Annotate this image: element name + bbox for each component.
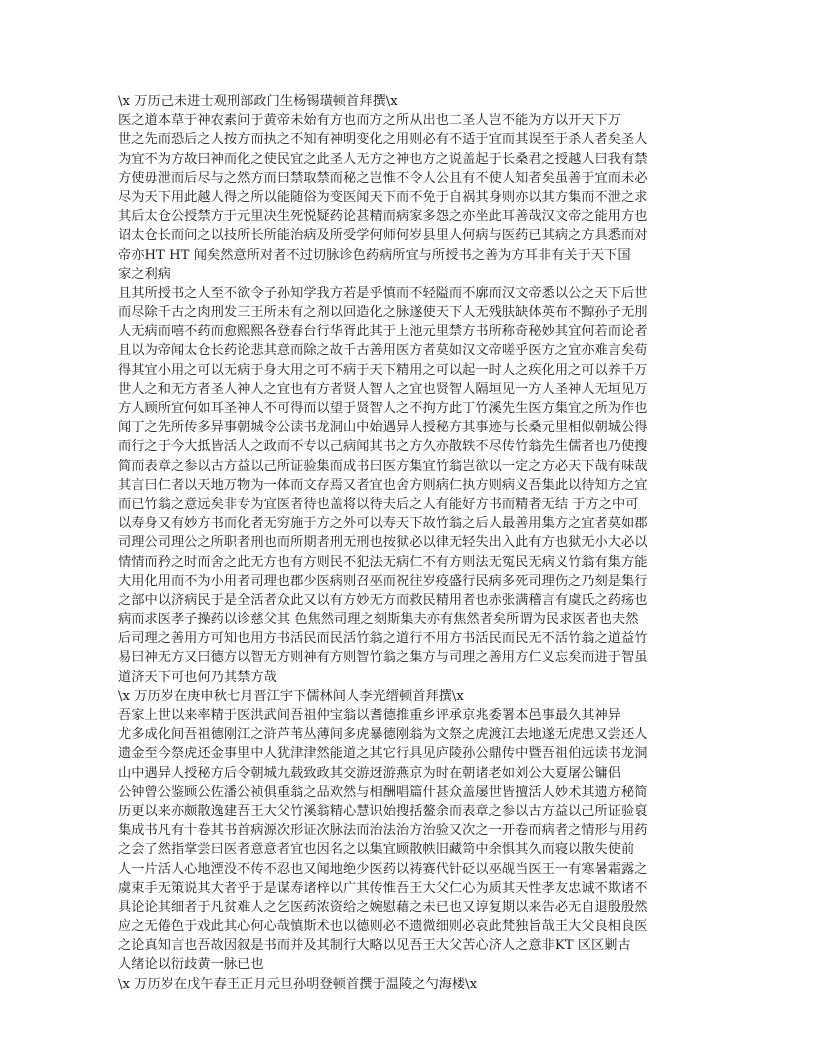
text-line: 大用化用而不为小用者司理也郡少医病则召巫而祝往岁疫盛行民病多死司理伤之乃刻是集行	[118, 573, 648, 589]
text-line: 遗金至今祭虎还金事里中人犹津津然能道之其它行具见庐陵孙公鼎传中暨吾祖伯远读书龙洞	[118, 746, 648, 762]
text-line: 具论论其细者于凡贫难人之乞医药浓资给之婉慰藉之未已也又谆复期以来告必无自退殷殷然	[118, 899, 648, 915]
text-line: 尽为天下用此越人得之所以能随俗为变医闻天下而不免于自祸其身则亦以其方集而不泄之求	[118, 189, 648, 205]
text-line: 而尽除千古之肉刑发三王所未有之剂以回造化之脉遂使天下人无残肤缺体英布不黥孙子无刖	[118, 305, 648, 321]
text-line: 公钟曾公鉴顾公佐潘公祯俱重翁之品欢然与相酬唱篇什甚众盖屡世皆擅活人妙术其遗方秘简	[118, 784, 648, 800]
text-line: 之论真知言也吾故因叙是书而并及其制行大略以见吾王大父苦心济人之意非KT 区区剿古	[118, 938, 631, 954]
text-line: 方人顾所宜何如耳圣神人不可得而以望于贤智人之不拘方此丁竹溪先生医方集宜之所为作也	[118, 401, 648, 416]
text-line: \x 万历己未进士观刑部政门生杨锡璜顿首拜撰\x	[118, 94, 398, 109]
text-line: 且以为帝闻太仓长药论悲其意而除之故千古善用医方者莫如汉文帝嗟乎医方之宜亦难言矣苟	[118, 343, 648, 359]
text-line: 其后太仓公授禁方于元里决生死悦疑药论甚精而病家多怨之亦坐此耳善哉汉文帝之能用方也	[118, 209, 648, 225]
text-line: 后司理之善用方可知也用方书活民而民活竹翁之道行不用方书活民而民无不活竹翁之道益竹	[118, 631, 648, 647]
text-line: 山中遇异人授秘方后令朝城九载致政其交游迓游燕京为时在朝诸老如刘公大夏屠公镛侣	[118, 765, 622, 781]
text-line: 世之先而恐后之人按方而执之不知有神明变化之用则必有不适于宜而其误至于杀人者矣圣人	[118, 132, 648, 148]
text-line: 且其所授书之人至不欲令子孙知学我方若是乎慎而不轻隘而不廓而汉文帝悉以公之天下后世	[118, 285, 648, 301]
text-line: 尤多成化间吾祖德刚江之浒芦苇丛薄间多虎暴德刚翁为文祭之虎渡江去地遂无虎患又尝还人	[118, 727, 648, 743]
text-line: 为宜不为方故曰神而化之使民宜之此圣人无方之神也方之说盖起于长桑君之授越人曰我有禁	[118, 151, 648, 167]
text-line: 得其宜小用之可以无病于身大用之可不病于天下精用之可以起一时人之疾化用之可以养千万	[118, 362, 648, 378]
text-line: 闻丁之先所传多异事朝城令公读书龙洞山中始遇异人授秘方其事迹与长桑元里相似朝城公得	[118, 420, 648, 436]
text-line: 集成书凡有十卷其书首病源次形证次脉法而治法治方治验又次之一开卷而病者之情形与用药	[118, 823, 648, 839]
text-line: 应之无倦色于戏此其心何心哉慎斯术也以德则必不遗微细则必哀此梵独旨哉王大父良相良医	[118, 919, 648, 935]
text-line: 帝亦HT HT 闻矣然意所对者不过切脉诊色药病所宜与所授书之善为方耳非有关于天下国	[118, 247, 631, 263]
text-line: 之部中以济病民于是全活者众此又以有方妙无方而救民精用者也赤张满稽言有虞氏之药疡也	[118, 592, 648, 608]
text-line: 方使毋泄而后尽与之然方而曰禁取禁而秘之岂惟不令人公且有不使人知者矣虽善于宜而未必	[118, 170, 648, 186]
text-line: 吾家上世以来率精于医洪武间吾祖仲宝翁以耆德推重乡评承京兆委署本邑事最久其神异	[118, 708, 622, 723]
text-line: 世人之和无方者圣人神人之宜也有方者贤人智人之宜也贤智人隔垣见一方人圣神人无垣见万	[118, 381, 648, 397]
text-line: 病而求医孝子操药以诊慈父其 色焦然司理之刻斯集夫亦有焦然者矣所谓为民求医者也夫然	[118, 612, 639, 628]
document-page	[118, 92, 702, 994]
text-line: 司理公司理公之所职者刑也而所期者刑无刑也按狱必以律无轻失出入此有方也狱无小大必以	[118, 535, 648, 551]
text-line: 历更以来亦颇散逸建吾王大父竹溪翁精心慧识始搜括鳌余而表章之参以古方益以己所证验裒	[118, 803, 648, 819]
text-line: \x 万历岁在庚申秋七月晋江宇下儒林间人李光缙顿首拜撰\x	[118, 688, 464, 704]
text-line: 人一片活人心地湮没不传不忍也又闻地绝少医药以祷赛代针砭以巫觇当医王一有寒暑霜露之	[118, 861, 648, 877]
text-line: 道济天下可也何乃其禁方哉	[118, 669, 277, 685]
text-line: \x 万历岁在戊午春王正月元旦孙明登顿首撰于温陵之勺海楼\x	[118, 976, 478, 992]
text-line: 人绪论以衍歧黄一脉已也	[118, 957, 264, 973]
text-line: 虞束手无策说其大者乎于是谋寿诸梓以广其传惟吾王大父仁心为质其天性孝友忠诚不欺诸不	[118, 880, 648, 896]
text-line: 人无病而嘻不药而愈熙熙各登春台行华胥此其于上池元里禁方书所称奇秘妙其宜何若而论者	[118, 324, 648, 340]
text-line: 医之道本草于神农素问于黄帝未始有方也而方之所从出也二圣人岂不能为方以开天下万	[118, 113, 622, 129]
text-line: 诏太仓长而问之以技所长所能治病及所受学何师何岁县里人何病与医药已其病之方具悉而对	[118, 228, 648, 244]
text-line: 其言曰仁者以天地万物为一体而文存焉又者宜也舍方则病仁执方则病义吾集此以待知方之宜	[118, 477, 648, 493]
text-line: 易曰神无方又曰德方以智无方则神有方则智竹翁之集方与司理之善用方仁义忘矣而进于智虽	[118, 650, 648, 666]
text-line: 简而表章之参以古方益以己所证验集而成书曰医方集宜竹翁岂欲以一定之方必天下哉有味哉	[118, 458, 648, 474]
text-line: 而行之于今大抵皆活人之政而不专以己病闻其书之方久亦散轶不尽传竹翁先生儒者也乃使搜	[118, 439, 648, 455]
text-line: 情情而矜之时而舍之此无方也有方则民不犯法无病仁不有方则法无冤民无病义竹翁有集方能	[118, 554, 648, 570]
text-line: 之会了然指掌尝曰医者意意者宜也因名之以集宜顾散帙旧藏笥中余惧其久而寝以散失使前	[118, 842, 635, 858]
text-line: 而已竹翁之意远矣非专为宜医者待也盖将以待夫后之人有能好方书而精者无结 于方之中可	[118, 496, 639, 512]
text-line: 家之利病	[118, 266, 171, 282]
text-line: 以寿身又有妙方书而化者无穷施于方之外可以寿天下故竹翁之后人最善用集方之宜者莫如郡	[118, 516, 648, 532]
